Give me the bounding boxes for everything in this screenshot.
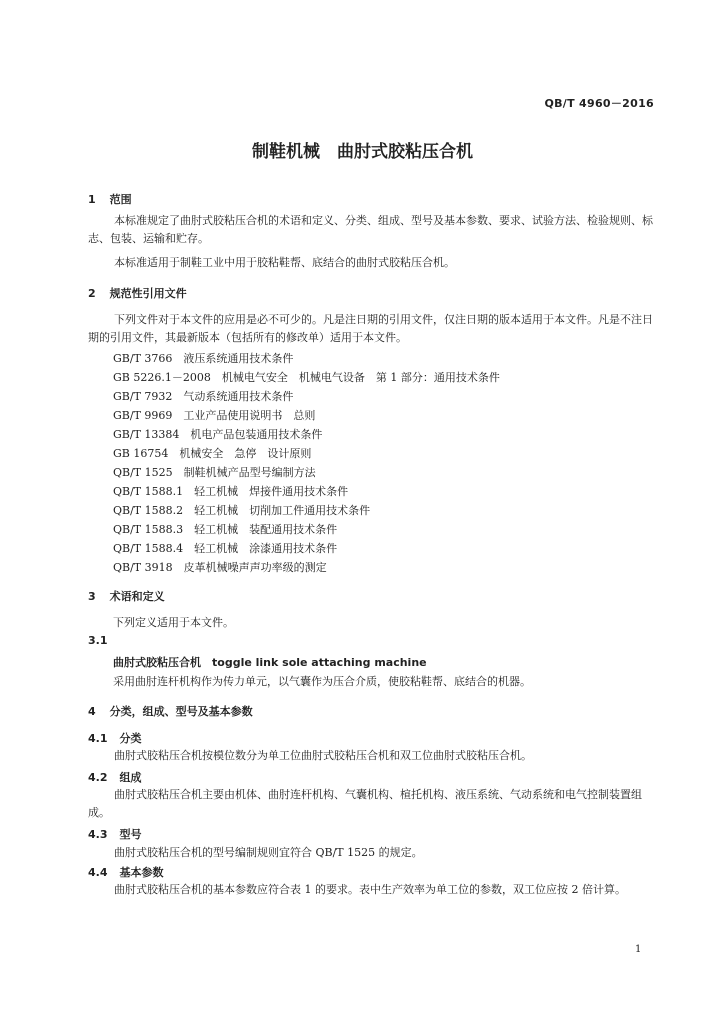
section-title: 规范性引用文件 bbox=[109, 287, 187, 300]
reference-item: QB/T 1588.2 轻工机械 切削加工件通用技术条件 bbox=[113, 504, 371, 517]
section-4-heading bbox=[88, 703, 253, 719]
term-title bbox=[113, 654, 427, 670]
document-title: 制鞋机械 曲肘式胶粘压合机 bbox=[252, 142, 473, 162]
section-3-heading bbox=[88, 588, 165, 604]
subsection-4-2-heading bbox=[88, 769, 142, 785]
page-number: 1 bbox=[635, 944, 642, 955]
standard-code: QB/T 4960－2016 bbox=[544, 97, 654, 110]
subsection-number: 4.1 bbox=[88, 732, 108, 745]
reference-item: GB/T 9969 工业产品使用说明书 总则 bbox=[113, 409, 316, 422]
section-2-heading bbox=[88, 285, 187, 301]
parameters-text: 曲肘式胶粘压合机的基本参数应符合表 1 的要求。表中生产效率为单工位的参数，双工位应按 2 倍计算。 bbox=[114, 883, 626, 896]
terms-intro: 下列定义适用于本文件。 bbox=[113, 616, 234, 629]
classification-text: 曲肘式胶粘压合机按模位数分为单工位曲肘式胶粘压合机和双工位曲肘式胶粘压合机。 bbox=[114, 749, 532, 762]
reference-item: GB/T 7932 气动系统通用技术条件 bbox=[113, 390, 294, 403]
subsection-number: 4.3 bbox=[88, 828, 108, 841]
subsection-number: 4.4 bbox=[88, 866, 108, 879]
reference-item: GB 16754 机械安全 急停 设计原则 bbox=[113, 447, 312, 460]
reference-item: QB/T 1588.3 轻工机械 装配通用技术条件 bbox=[113, 523, 338, 536]
subsection-title: 型号 bbox=[119, 828, 142, 841]
section-number: 2 bbox=[88, 287, 96, 300]
section-title: 分类，组成、型号及基本参数 bbox=[109, 705, 253, 718]
term-title-text: 曲肘式胶粘压合机 toggle link sole attaching machine bbox=[113, 656, 427, 669]
reference-item: GB/T 13384 机电产品包装通用技术条件 bbox=[113, 428, 323, 441]
subsection-4-1-heading bbox=[88, 730, 142, 746]
scope-paragraph-1: 本标准规定了曲肘式胶粘压合机的术语和定义、分类、组成、型号及基本参数、要求、试验方法、检验规则、标志、包装、运输和贮存。 bbox=[88, 214, 653, 245]
composition-text: 曲肘式胶粘压合机主要由机体、曲肘连杆机构、气囊机构、楦托机构、液压系统、气动系统和电气控制装置组成。 bbox=[88, 788, 642, 819]
subsection-title: 组成 bbox=[119, 771, 142, 784]
subsection-4-3-heading bbox=[88, 826, 142, 842]
subsection-title: 基本参数 bbox=[119, 866, 164, 879]
section-number: 3 bbox=[88, 590, 96, 603]
reference-item: GB/T 3766 液压系统通用技术条件 bbox=[113, 352, 294, 365]
subsection-number: 4.2 bbox=[88, 771, 108, 784]
section-title: 术语和定义 bbox=[109, 590, 165, 603]
section-number: 1 bbox=[88, 193, 96, 206]
reference-item: QB/T 1525 制鞋机械产品型号编制方法 bbox=[113, 466, 316, 479]
term-definition: 采用曲肘连杆机构作为传力单元，以气囊作为压合介质，使胶粘鞋帮、底结合的机器。 bbox=[113, 675, 531, 688]
term-number bbox=[88, 634, 108, 647]
section-number: 4 bbox=[88, 705, 96, 718]
model-text: 曲肘式胶粘压合机的型号编制规则宜符合 QB/T 1525 的规定。 bbox=[114, 846, 423, 859]
normative-paragraph: 下列文件对于本文件的应用是必不可少的。凡是注日期的引用文件，仅注日期的版本适用于本文件。凡是不注日期的引用文件，其最新版本（包括所有的修改单）适用于本文件。 bbox=[88, 313, 653, 344]
subsection-4-4-heading bbox=[88, 864, 164, 880]
reference-item: QB/T 3918 皮革机械噪声声功率级的测定 bbox=[113, 561, 327, 574]
scope-paragraph-2: 本标准适用于制鞋工业中用于胶粘鞋帮、底结合的曲肘式胶粘压合机。 bbox=[114, 256, 455, 269]
reference-item: QB/T 1588.1 轻工机械 焊接件通用技术条件 bbox=[113, 485, 349, 498]
subsection-title: 分类 bbox=[119, 732, 142, 745]
term-number-text: 3.1 bbox=[88, 634, 108, 647]
reference-item: QB/T 1588.4 轻工机械 涂漆通用技术条件 bbox=[113, 542, 338, 555]
reference-item: GB 5226.1－2008 机械电气安全 机械电气设备 第 1 部分：通用技术条件 bbox=[113, 371, 500, 384]
section-1-heading bbox=[88, 191, 132, 207]
section-title: 范围 bbox=[109, 193, 132, 206]
